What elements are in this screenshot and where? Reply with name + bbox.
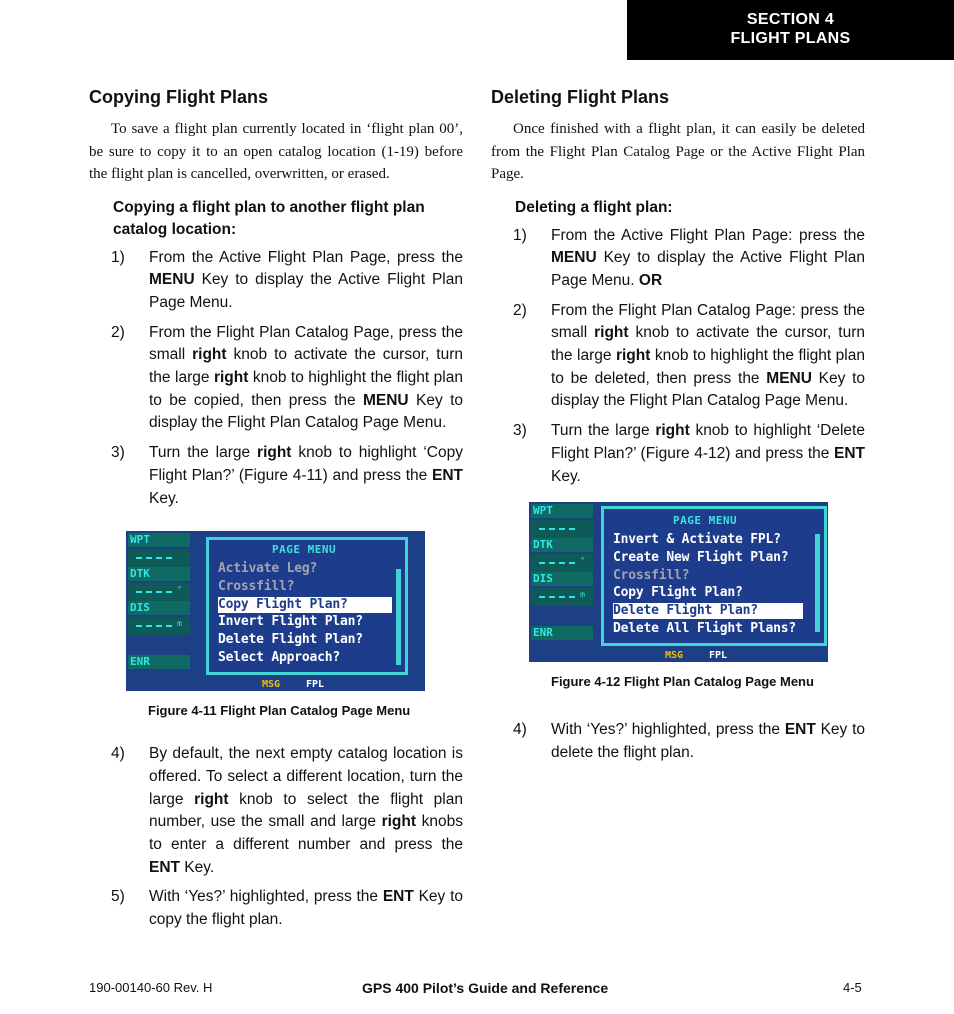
step-text-part: Key to display the Active Flight Plan Page Menu. <box>551 249 865 289</box>
step-text <box>551 225 865 293</box>
step-number: 4) <box>513 721 527 739</box>
deleting-steps-a <box>491 225 865 489</box>
step-text-part: knob to highlight ‘Delete Flight Plan?’ (Figure 4-12) and press the <box>551 422 865 462</box>
key-term: MENU <box>362 391 409 409</box>
figure-4-11 <box>126 531 425 718</box>
menu-item[interactable]: Invert & Activate FPL? <box>613 532 781 548</box>
key-term: ENT <box>432 466 463 484</box>
enr-label: ENR <box>531 626 593 640</box>
step-text-part: knob to highlight ‘Copy Flight Plan?’ (Figure 4-11) and press the <box>149 444 463 484</box>
step-text-part: Key to display the Active Flight Plan Page Menu. <box>149 271 463 311</box>
msg-annunciator: MSG <box>262 679 281 691</box>
step-text-part: Key. <box>180 858 215 876</box>
key-term: right <box>594 324 629 342</box>
step-text-part: Key to delete the flight plan. <box>551 721 865 761</box>
key-term: ENT <box>149 858 180 876</box>
key-term: right <box>381 813 417 831</box>
dtk-value: ° <box>128 583 190 601</box>
key-term: right <box>194 790 229 808</box>
figure-4-12 <box>529 502 828 689</box>
step-item <box>111 743 463 879</box>
step-text-part: Turn the large <box>551 422 656 440</box>
menu-item[interactable]: Delete Flight Plan? <box>613 603 803 619</box>
page-number: 4-5 <box>843 980 862 995</box>
step-item <box>111 886 463 931</box>
section-number: SECTION 4 <box>746 11 835 28</box>
menu-item[interactable]: Crossfill? <box>218 578 295 594</box>
menu-item[interactable]: Select Approach? <box>218 649 341 665</box>
dtk-label: DTK <box>531 538 593 552</box>
menu-item[interactable]: Invert Flight Plan? <box>218 614 363 630</box>
section-title: FLIGHT PLANS <box>730 30 851 47</box>
menu-item[interactable]: Copy Flight Plan? <box>613 585 743 601</box>
copying-subheading: Copying a flight plan to another flight plan catalog location: <box>113 198 425 238</box>
step-item <box>111 322 463 436</box>
copying-steps-a <box>89 247 463 511</box>
deleting-subheading: Deleting a flight plan: <box>515 198 673 216</box>
step-text <box>551 420 865 488</box>
dis-label: DIS <box>128 601 190 615</box>
step-item <box>513 300 865 414</box>
step-text <box>551 300 865 414</box>
wpt-value <box>531 520 593 538</box>
copying-heading: Copying Flight Plans <box>89 87 268 107</box>
step-item <box>111 247 463 315</box>
step-text <box>149 442 463 510</box>
fpl-annunciator: FPL <box>306 679 325 691</box>
step-text-part: knob to highlight the flight plan to be copied, then press the <box>149 369 463 409</box>
page-menu-title: PAGE MENU <box>673 514 738 528</box>
key-term: ENT <box>784 721 816 739</box>
step-number: 2) <box>111 323 125 341</box>
step-text <box>149 743 463 879</box>
menu-item[interactable]: Delete All Flight Plans? <box>613 620 797 636</box>
step-text-part: With ‘Yes?’ highlighted, press the <box>551 721 785 739</box>
step-number: 3) <box>111 444 125 462</box>
menu-item[interactable]: Copy Flight Plan? <box>218 597 392 613</box>
doc-number: 190-00140-60 Rev. H <box>89 980 213 995</box>
menu-item[interactable]: Delete Flight Plan? <box>218 632 363 648</box>
dis-value: m <box>531 588 593 606</box>
dis-value: m <box>128 617 190 635</box>
dis-label: DIS <box>531 572 593 586</box>
key-term: right <box>257 444 292 462</box>
key-term: right <box>615 347 651 365</box>
step-number: 2) <box>513 301 527 319</box>
step-item <box>111 442 463 510</box>
step-number: 1) <box>111 248 125 266</box>
step-item <box>513 225 865 293</box>
key-term: MENU <box>766 369 812 387</box>
msg-annunciator: MSG <box>665 650 684 662</box>
step-number: 5) <box>111 888 125 906</box>
step-text-part: From the Active Flight Plan Page: press the <box>551 226 865 244</box>
step-text <box>149 322 463 436</box>
copying-steps-b <box>89 743 463 932</box>
fpl-annunciator: FPL <box>709 650 728 662</box>
enr-label: ENR <box>128 655 190 669</box>
step-text-part: From the Flight Plan Catalog Page, press the small <box>149 323 463 364</box>
step-text-part: Key to copy the flight plan. <box>149 888 463 929</box>
step-text-part: By default, the next empty catalog location is offered. To select a different location, turn the large <box>149 745 463 808</box>
step-text-part: knob to highlight the flight plan to be deleted, then press the <box>551 347 865 387</box>
figure-4-12-caption: Figure 4-12 Flight Plan Catalog Page Menu <box>551 674 814 690</box>
step-number: 4) <box>111 745 125 763</box>
left-column <box>89 86 463 939</box>
wpt-value <box>128 549 190 567</box>
key-term: OR <box>638 271 663 289</box>
menu-item[interactable]: Create New Flight Plan? <box>613 549 789 565</box>
deleting-steps-b <box>491 719 865 764</box>
gps-screen-4-11 <box>126 531 425 691</box>
menu-scrollbar <box>396 569 401 665</box>
step-text-part: knob to select the flight plan number, use the small and large <box>149 790 463 831</box>
dtk-label: DTK <box>128 567 190 581</box>
guide-title: GPS 400 Pilot’s Guide and Reference <box>362 980 609 996</box>
key-term: ENT <box>382 888 414 906</box>
step-item <box>513 719 865 764</box>
key-term: MENU <box>551 249 597 267</box>
step-number: 3) <box>513 422 527 440</box>
section-tab <box>627 0 954 60</box>
key-term: ENT <box>834 444 865 462</box>
menu-scrollbar <box>815 534 820 632</box>
figure-4-11-caption: Figure 4-11 Flight Plan Catalog Page Menu <box>148 703 411 719</box>
menu-item[interactable]: Crossfill? <box>613 567 690 583</box>
step-text-part: With ‘Yes?’ highlighted, press the <box>149 888 383 906</box>
gps-screen-4-12 <box>529 502 828 662</box>
step-text-part: Key. <box>149 489 179 507</box>
deleting-intro: Once finished with a flight plan, it can easily be deleted from the Flight Plan Catalog Page or the Active Flight Plan Page. <box>491 121 865 182</box>
step-item <box>513 420 865 488</box>
wpt-label: WPT <box>128 533 190 547</box>
dtk-value: ° <box>531 554 593 572</box>
key-term: MENU <box>149 271 195 289</box>
step-text-part: knobs to enter a different number and press the <box>149 813 463 854</box>
step-text-part: Turn the large <box>149 444 258 462</box>
step-text-part: Key. <box>551 467 581 485</box>
step-text-part: knob to activate the cursor, turn the large <box>149 346 463 387</box>
step-text-part: From the Active Flight Plan Page, press the <box>149 248 463 266</box>
key-term: right <box>655 422 690 440</box>
page-menu-title: PAGE MENU <box>272 543 337 557</box>
right-column <box>491 86 865 772</box>
step-number: 1) <box>513 226 527 244</box>
step-text <box>149 247 463 315</box>
key-term: right <box>213 369 249 387</box>
step-text-part: Key to display the Flight Plan Catalog Page Menu. <box>149 391 463 432</box>
step-text-part: Key to display the Flight Plan Catalog Page Menu. <box>551 369 866 410</box>
wpt-label: WPT <box>531 504 593 518</box>
menu-item[interactable]: Activate Leg? <box>218 561 318 577</box>
step-text <box>551 719 865 764</box>
step-text <box>149 886 463 931</box>
key-term: right <box>192 346 227 364</box>
step-text-part: From the Flight Plan Catalog Page: press the small <box>551 301 865 342</box>
copying-intro: To save a flight plan currently located in ‘flight plan 00’, be sure to copy it to an open catalog location (1-19) before the flight plan is cancelled, overwritten, or erased. <box>89 121 463 182</box>
step-text-part: knob to activate the cursor, turn the large <box>551 324 865 365</box>
deleting-heading: Deleting Flight Plans <box>491 87 670 107</box>
